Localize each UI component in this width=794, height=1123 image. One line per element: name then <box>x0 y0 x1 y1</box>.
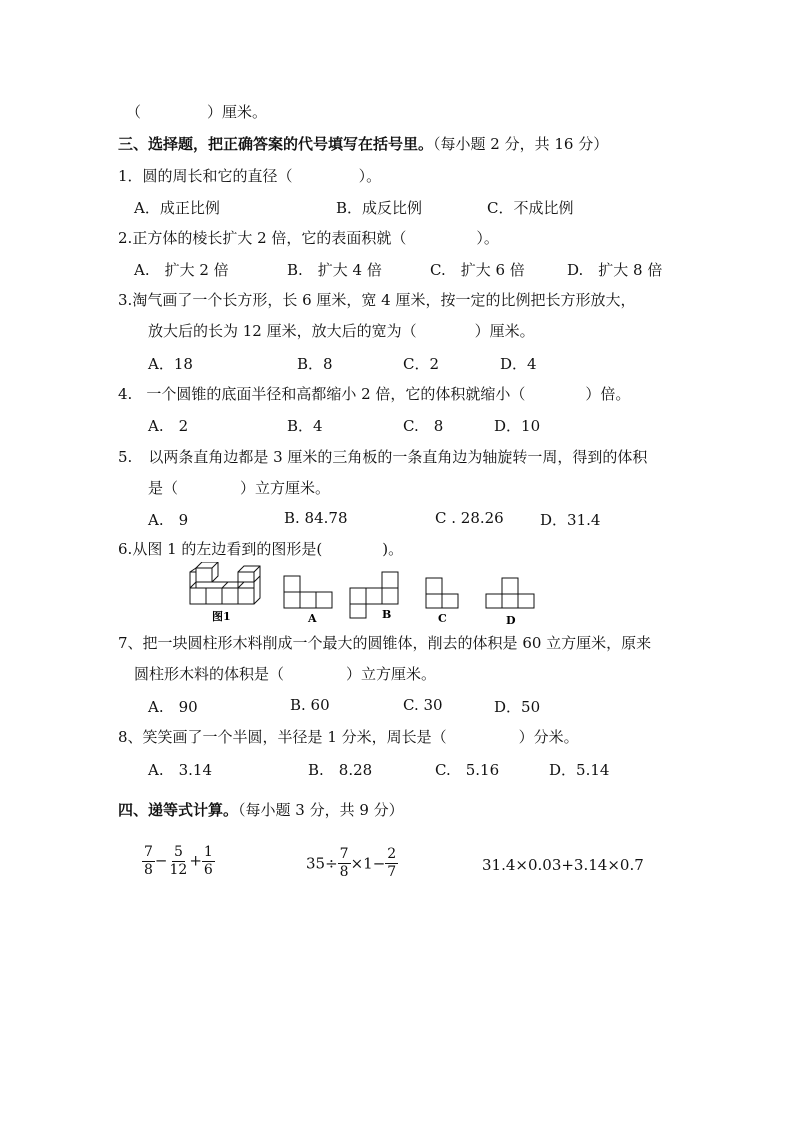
q1-option-c: C．不成比例 <box>487 199 574 217</box>
option-b-label: B <box>382 608 392 621</box>
fraction <box>202 844 215 879</box>
q4-option-d: D．10 <box>494 417 541 435</box>
operator: − <box>154 851 168 870</box>
option-a-label: A <box>308 612 317 625</box>
q8-option-b: B. 8.28 <box>308 761 373 779</box>
q2-option-d: D. 扩大 8 倍 <box>567 261 663 279</box>
expr-prefix: 35÷ <box>306 854 338 873</box>
numerator: 7 <box>339 846 349 862</box>
q-stem: 以两条直角边都是 3 厘米的三角板的一条直角边为轴旋转一周，得到的体积 <box>148 448 648 466</box>
fraction <box>338 846 351 881</box>
section3-title: 三、选择题，把正确答案的代号填写在括号里。 <box>118 135 434 153</box>
q2-option-c: C. 扩大 6 倍 <box>430 261 525 279</box>
q-number: 2. <box>118 229 133 247</box>
expr-middle: ×1− <box>350 854 386 873</box>
question-1 <box>118 166 381 186</box>
paren-open: （ <box>126 103 142 121</box>
q-after: ）立方厘米。 <box>346 665 437 683</box>
q3-option-b: B．8 <box>297 355 333 373</box>
denominator: 12 <box>169 862 188 878</box>
question-3-line2 <box>148 321 535 341</box>
q-stem: 圆的周长和它的直径（ <box>142 167 293 185</box>
denominator: 8 <box>144 862 153 878</box>
q-stem2: 放大后的长为 12 厘米，放大后的宽为（ <box>148 322 417 340</box>
q-number: 7、 <box>118 634 143 652</box>
fraction <box>142 844 155 879</box>
q7-option-a: A. 90 <box>148 698 198 716</box>
q2-option-b: B. 扩大 4 倍 <box>287 261 382 279</box>
q3-option-d: D．4 <box>500 355 537 373</box>
q-stem2: 圆柱形木料的体积是（ <box>134 665 285 683</box>
q7-option-c: C. 30 <box>403 696 443 714</box>
question-4 <box>118 384 630 404</box>
section4-header <box>118 800 404 820</box>
q-stem2: 是（ <box>148 479 179 497</box>
section3-note: （每小题 2 分，共 16 分） <box>433 135 609 153</box>
q5-option-c: C . 28.26 <box>435 509 504 527</box>
q7-option-b: B. 60 <box>290 696 330 714</box>
fraction <box>168 844 190 879</box>
numerator: 5 <box>173 844 183 860</box>
numerator: 1 <box>203 844 213 860</box>
q-after: ）立方厘米。 <box>240 479 331 497</box>
question-5-line2 <box>148 478 330 498</box>
numerator: 2 <box>387 846 397 862</box>
q-number: 5. <box>118 448 133 466</box>
q-after: ）。 <box>476 229 499 247</box>
option-d-figure <box>486 578 534 608</box>
paren-close: ）厘米。 <box>207 103 268 121</box>
section4-note: （每小题 3 分，共 9 分） <box>238 801 404 819</box>
denominator: 7 <box>387 864 397 880</box>
q-stem: 正方体的棱长扩大 2 倍，它的表面积就（ <box>132 229 407 247</box>
option-c-figure <box>426 578 458 608</box>
q-number: 1． <box>118 167 143 185</box>
q-stem: 把一块圆柱形木料削成一个最大的圆锥体，削去的体积是 60 立方厘米，原来 <box>142 634 652 652</box>
q-after: ）厘米。 <box>474 322 535 340</box>
cube-figure-1 <box>190 562 260 604</box>
q-stem: 一个圆锥的底面半径和高都缩小 2 倍，它的体积就缩小（ <box>146 385 526 403</box>
expression-2 <box>306 846 398 881</box>
question-8 <box>118 727 579 747</box>
question-3 <box>118 290 635 310</box>
question-5 <box>118 447 647 467</box>
numerator: 7 <box>144 844 153 860</box>
q5-option-d: D．31.4 <box>540 511 601 529</box>
denominator: 8 <box>339 864 349 880</box>
q1-option-a: A．成正比例 <box>134 199 220 217</box>
denominator: 6 <box>203 862 213 878</box>
operator: + <box>189 851 202 870</box>
q3-option-c: C．2 <box>403 355 440 373</box>
section4-title: 四、递等式计算。 <box>118 801 239 819</box>
q4-option-a: A. 2 <box>148 417 189 435</box>
q8-option-c: C. 5.16 <box>435 761 500 779</box>
q8-option-d: D．5.14 <box>549 761 610 779</box>
q-number: 3. <box>118 291 133 309</box>
question-7-line2 <box>134 664 436 684</box>
q-number: 6. <box>118 540 133 558</box>
q4-option-c: C. 8 <box>403 417 444 435</box>
figure-label-1: 图1 <box>212 610 231 623</box>
fraction <box>385 846 398 881</box>
carry-line <box>126 102 267 122</box>
option-a-figure <box>284 576 332 608</box>
q-after: ）倍。 <box>585 385 631 403</box>
expression-3: 31.4×0.03+3.14×0.7 <box>482 856 644 874</box>
q-after: ）。 <box>358 167 382 185</box>
q2-option-a: A. 扩大 2 倍 <box>134 261 229 279</box>
q4-option-b: B．4 <box>287 417 323 435</box>
option-c-label: C <box>438 612 447 625</box>
q5-option-b: B. 84.78 <box>284 509 348 527</box>
q7-option-d: D．50 <box>494 698 541 716</box>
q-after: )。 <box>382 540 404 558</box>
q-stem: 淘气画了一个长方形，长 6 厘米，宽 4 厘米，按一定的比例把长方形放大， <box>132 291 636 309</box>
question-7 <box>118 633 651 653</box>
expression-1 <box>142 844 215 879</box>
question-2 <box>118 228 499 248</box>
q-number: 8、 <box>118 728 143 746</box>
section3-header <box>118 134 608 154</box>
q8-option-a: A. 3.14 <box>148 761 212 779</box>
question-6 <box>118 539 403 559</box>
q-number: 4. <box>118 385 133 403</box>
q-stem: 从图 1 的左边看到的图形是( <box>132 540 323 558</box>
view-figures <box>180 562 550 628</box>
q5-option-a: A. 9 <box>148 511 189 529</box>
q3-option-a: A．18 <box>148 355 193 373</box>
q-after: ）分米。 <box>518 728 579 746</box>
option-d-label: D <box>506 614 516 627</box>
q-stem: 笑笑画了一个半圆，半径是 1 分米，周长是（ <box>142 728 447 746</box>
q1-option-b: B．成反比例 <box>336 199 423 217</box>
